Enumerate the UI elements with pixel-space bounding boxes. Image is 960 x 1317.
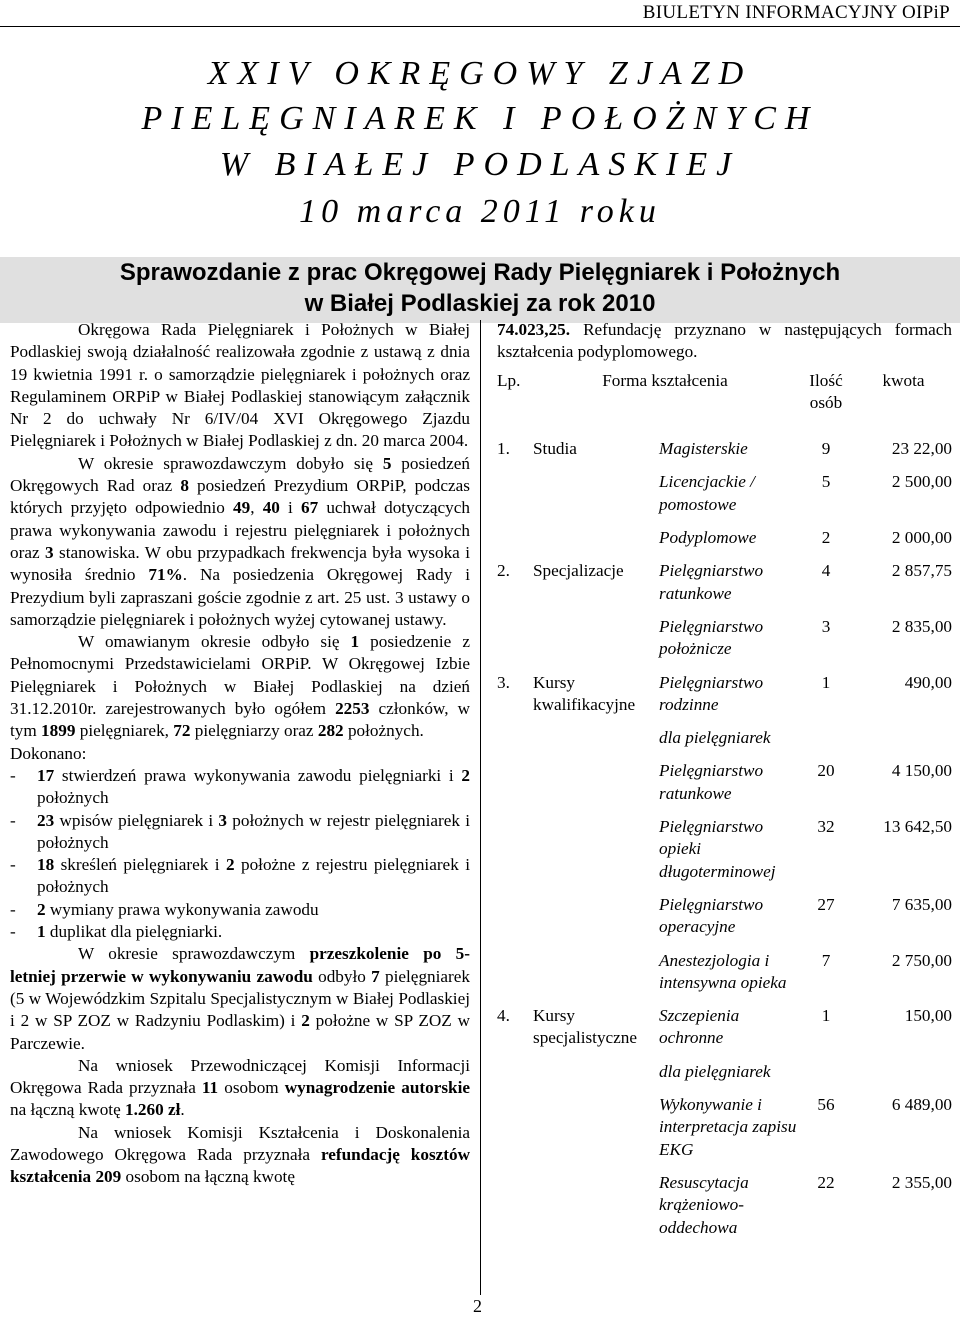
cell-amount: 4 150,00 xyxy=(891,761,952,781)
cell-amount: 2 500,00 xyxy=(891,472,952,492)
list-item: - 2 wymiany prawa wykonywania zawodu xyxy=(10,899,319,919)
list-item: - 17 stwierdzeń prawa wykonywania zawodu pielęgniarki i 2 położnych xyxy=(10,765,470,808)
cell-lp xyxy=(497,1050,533,1083)
cell-lp xyxy=(497,716,533,749)
cell-specialization: Pielęgniarstwo opieki długoterminowej xyxy=(659,817,776,881)
cell-specialization: Pielęgniarstwo rodzinne xyxy=(659,672,764,714)
cell-specialization: Wykonywanie i interpretacja zapisu EKG xyxy=(659,1095,797,1159)
cell-lp xyxy=(497,1161,533,1239)
paragraph-intro: Okręgowa Rada Pielęgniarek i Położnych w Białej Podlaskiej swoją działalność realizowała zgodnie z ustawą z dnia 19 kwietnia 1991 r. o samorządzie pielęgniarek i położnych oraz Regulaminem ORPiP w Białej Podlaskiej stanowiącym załącznik Nr 2 do uchwały Nr 6/IV/04 XVI Okręgowego Zjazdu Pielęgniarek i Położnych w Białej Podlaskiej z dn. 20 marca 2004. xyxy=(10,320,470,451)
cell-lp xyxy=(497,805,533,883)
table-header-row xyxy=(497,370,952,415)
cell-lp xyxy=(497,749,533,805)
cell-form xyxy=(533,716,659,749)
table-row xyxy=(497,1050,952,1083)
title-line-2: PIELĘGNIAREK I POŁOŻNYCH xyxy=(141,100,819,137)
cell-form xyxy=(533,805,659,883)
table-row xyxy=(497,716,952,749)
title-date: 10 marca 2011 roku xyxy=(299,193,661,230)
cell-specialization: dla pielęgniarek xyxy=(659,1061,771,1081)
cell-amount: 2 857,75 xyxy=(891,561,952,581)
cell-specialization: Anestezjologia i intensywna opieka xyxy=(659,950,787,992)
cell-count: 1 xyxy=(821,1006,831,1026)
cell-amount: 2 355,00 xyxy=(891,1172,952,1192)
left-column xyxy=(10,319,470,1189)
header-form: Forma kształcenia xyxy=(602,370,728,390)
right-column xyxy=(497,319,952,1239)
cell-form xyxy=(533,1083,659,1161)
bulletin-header-text: BIULETYN INFORMACYJNY OIPiP xyxy=(642,2,950,23)
cell-specialization: Pielęgniarstwo położnicze xyxy=(659,616,764,659)
cell-lp xyxy=(497,460,533,516)
table-row xyxy=(497,460,952,516)
cell-amount xyxy=(855,1050,952,1083)
paragraph-author-fee: Na wniosek Przewodniczącej Komisji Informacji Okręgowa Rada przyznała 11 osobom wynagrodzenie autorskie na łączną kwotę 1.260 zł. xyxy=(10,1055,470,1120)
cell-form xyxy=(533,939,659,995)
header-lp: Lp. xyxy=(497,370,521,390)
cell-count: 2 xyxy=(821,528,831,548)
report-title-line-2: w Białej Podlaskiej za rok 2010 xyxy=(304,290,656,317)
cell-count: 56 xyxy=(817,1095,835,1115)
cell-count: 22 xyxy=(817,1172,835,1192)
report-title-banner xyxy=(0,257,960,323)
cell-specialization: dla pielęgniarek xyxy=(659,728,771,748)
cell-amount xyxy=(855,716,952,749)
cell-specialization: Pielęgniarstwo operacyjne xyxy=(659,894,764,937)
cell-amount: 6 489,00 xyxy=(891,1095,952,1115)
cell-count xyxy=(797,716,855,749)
dokonano-label: Dokonano: xyxy=(10,743,87,763)
cell-form: Studia xyxy=(533,439,577,459)
list-item: - 23 wpisów pielęgniarek i 3 położnych w rejestr pielęgniarek i położnych xyxy=(10,810,470,852)
refund-table xyxy=(497,370,952,1239)
cell-count: 9 xyxy=(821,439,831,459)
cell-count: 20 xyxy=(817,761,835,781)
cell-specialization: Podyplomowe xyxy=(659,528,757,548)
table-row xyxy=(497,414,952,460)
table-row xyxy=(497,1083,952,1161)
cell-count: 27 xyxy=(817,894,835,914)
cell-lp xyxy=(497,883,533,939)
list-item: - 1 duplikat dla pielęgniarki. xyxy=(10,922,223,942)
table-row xyxy=(497,549,952,605)
paragraph-training: W okresie sprawozdawczym przeszkolenie po 5- letniej przerwie w wykonywaniu zawodu odbyło 7 pielęgniarek (5 w Wojewódzkim Szpitalu Specjalistycznym w Białej Podlaskiej i 2 w SP ZOZ w Radzyniu Podlaskim) i 2 położne w SP ZOZ w Parczewie. xyxy=(10,944,470,1053)
cell-lp: 2. xyxy=(497,561,510,581)
header-count: Ilość osób xyxy=(809,370,843,412)
column-divider xyxy=(480,320,481,1295)
cell-count: 7 xyxy=(821,950,831,970)
table-row xyxy=(497,661,952,717)
table-row xyxy=(497,883,952,939)
paragraph-members: W omawianym okresie odbyło się 1 posiedzenie z Pełnomocnymi Przedstawicielami ORPiP. W Okręgowej Izbie Pielęgniarek i Położnych w Białej Podlaskiej na dzień 31.12.2010r. zarejestrowanych było ogółem 2253 członków, w tym 1899 pielęgniarek, 72 pielęgniarzy oraz 282 położnych. xyxy=(10,632,470,741)
cell-form xyxy=(533,1161,659,1239)
cell-specialization: Resuscytacja krążeniowo-oddechowa xyxy=(659,1172,749,1237)
cell-specialization: Licencjackie / pomostowe xyxy=(659,472,755,514)
table-row xyxy=(497,749,952,805)
cell-amount: 13 642,50 xyxy=(883,817,952,837)
cell-count: 1 xyxy=(821,672,831,692)
cell-amount: 2 835,00 xyxy=(891,616,952,636)
cell-lp xyxy=(497,1083,533,1161)
cell-lp: 3. xyxy=(497,672,510,692)
cell-lp: 1. xyxy=(497,439,510,459)
cell-amount: 2 000,00 xyxy=(891,528,952,548)
table-row xyxy=(497,939,952,995)
cell-amount: 150,00 xyxy=(904,1006,952,1026)
paragraph-meetings: W okresie sprawozdawczym dobyło się 5 posiedzeń Okręgowych Rad oraz 8 posiedzeń Prezydium ORPiP, podczas których przyjęto odpowiednio 49, 40 i 67 uchwał dotyczących prawa wykonywania zawodu i rejestru pielęgniarek i położnych oraz 3 stanowiska. W obu przypadkach frekwencja była wysoka i wynosiła średnio 71%. Na posiedzenia Okręgowej Rady i Prezydium byli zapraszani goście zgodnie z art. 25 ust. 3 ustawy o samorządzie pielęgniarek i położnych wyżej cytowanej ustawy. xyxy=(10,453,470,629)
cell-specialization: Magisterskie xyxy=(659,439,748,459)
paragraph-refund: Na wniosek Komisji Kształcenia i Doskonalenia Zawodowego Okręgowa Rada przyznała refundację kosztów kształcenia 209 osobom na łączną kwotę xyxy=(10,1122,470,1187)
cell-amount: 490,00 xyxy=(904,672,952,692)
cell-lp: 4. xyxy=(497,1006,510,1026)
cell-specialization: Pielęgniarstwo ratunkowe xyxy=(659,561,764,603)
cell-count: 3 xyxy=(821,616,831,636)
table-row xyxy=(497,1161,952,1239)
cell-form: Specjalizacje xyxy=(533,561,624,581)
cell-form: Kursy kwalifikacyjne xyxy=(533,672,636,714)
title-line-3: W BIAŁEJ PODLASKIEJ xyxy=(219,146,741,183)
list-item: - 18 skreśleń pielęgniarek i 2 położne z rejestru pielęgniarek i położnych xyxy=(10,855,470,897)
cell-specialization: Pielęgniarstwo ratunkowe xyxy=(659,761,764,803)
cell-amount: 7 635,00 xyxy=(891,894,952,914)
table-row xyxy=(497,805,952,883)
table-row xyxy=(497,605,952,661)
report-title-line-1: Sprawozdanie z prac Okręgowej Rady Pielęgniarek i Położnych xyxy=(119,259,841,286)
cell-form xyxy=(533,883,659,939)
title-line-1: XXIV OKRĘGOWY ZJAZD xyxy=(207,55,753,92)
cell-count: 5 xyxy=(821,472,831,492)
cell-form xyxy=(533,749,659,805)
cell-lp xyxy=(497,939,533,995)
cell-amount: 2 750,00 xyxy=(891,950,952,970)
cell-form: Kursy specjalistyczne xyxy=(533,1006,638,1048)
cell-form xyxy=(533,605,659,661)
page-number: 2 xyxy=(473,1296,482,1316)
cell-amount: 23 22,00 xyxy=(891,439,952,459)
cell-form xyxy=(533,460,659,516)
refund-table-body xyxy=(497,414,952,1239)
cell-count: 4 xyxy=(821,561,831,581)
cell-lp xyxy=(497,605,533,661)
page-header xyxy=(0,0,960,27)
cell-form xyxy=(533,1050,659,1083)
refund-intro: 74.023,25. Refundację przyznano w następujących formach kształcenia podyplomowego. xyxy=(497,320,952,362)
cell-form xyxy=(533,516,659,549)
cell-count xyxy=(797,1050,855,1083)
table-row xyxy=(497,994,952,1050)
cell-specialization: Szczepienia ochronne xyxy=(659,1006,740,1048)
header-amount: kwota xyxy=(882,370,925,390)
table-row xyxy=(497,516,952,549)
cell-count: 32 xyxy=(817,817,835,837)
cell-lp xyxy=(497,516,533,549)
